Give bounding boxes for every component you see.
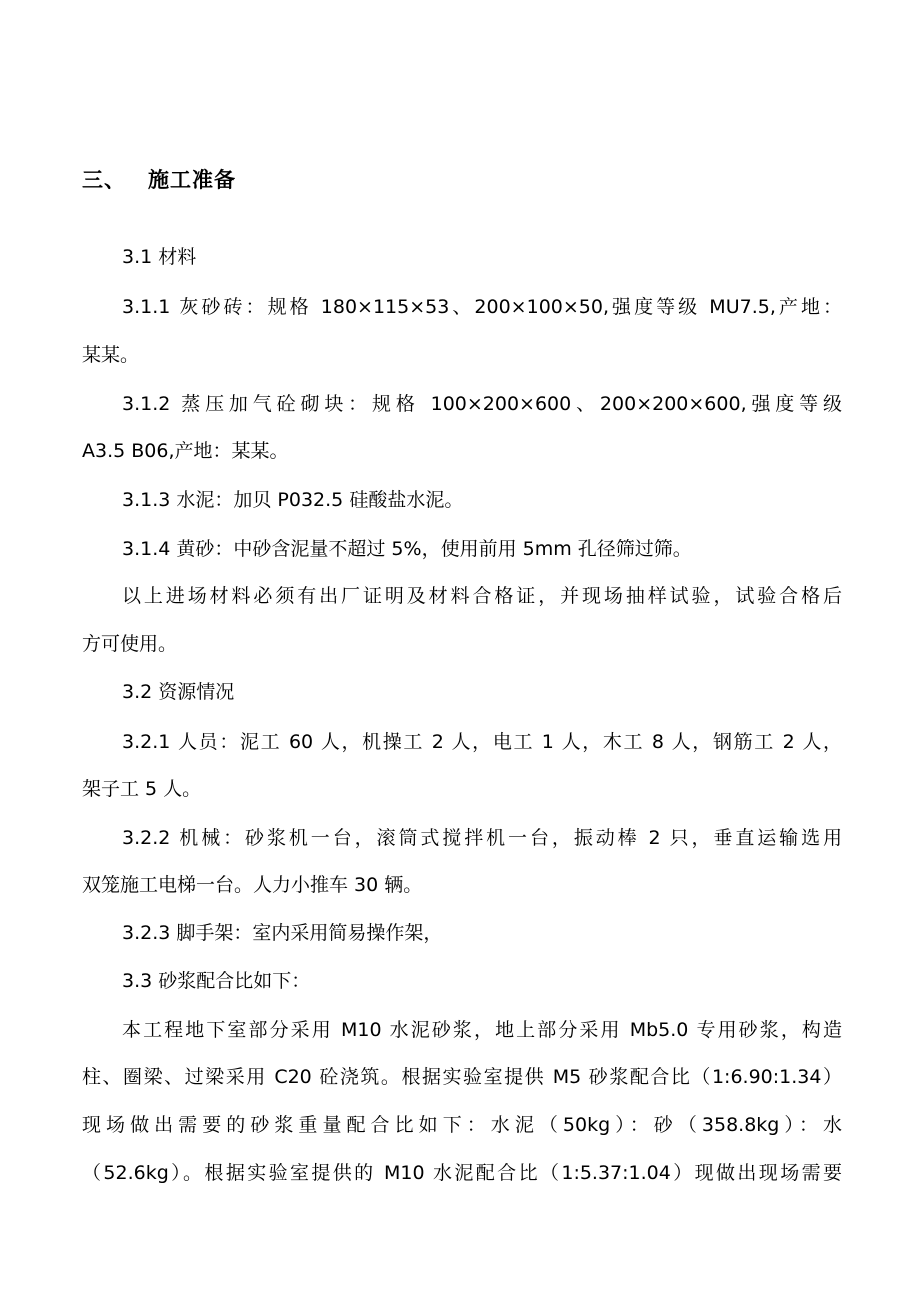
subsection-heading-mortar: 3.3 砂浆配合比如下： [122,970,311,992]
paragraph-line: 3.2.1 人员：泥工 60 人，机操工 2 人，电工 1 人，木工 8 人，钢筋工 2 人， [122,731,842,753]
paragraph-line: 3.2.3 脚手架：室内采用简易操作架， [122,922,443,944]
paragraph-line: 架子工 5 人。 [82,778,202,800]
paragraph-line: 3.2.2 机械：砂浆机一台，滚筒式搅拌机一台，振动棒 2 只，垂直运输选用 [122,827,842,849]
paragraph-line: 3.1.2 蒸压加气砼砌块：规格 100×200×600、200×200×600,强度等级 [122,393,842,415]
paragraph-line: 某某。 [82,344,140,366]
section-number: 三、 [82,168,126,192]
paragraph-line: 柱、圈梁、过梁采用 C20 砼浇筑。根据实验室提供 M5 砂浆配合比（1:6.90:1.34） [82,1066,842,1088]
paragraph-line: 3.1.4 黄砂：中砂含泥量不超过 5%，使用前用 5mm 孔径筛过筛。 [122,538,692,560]
section-title: 施工准备 [148,168,236,192]
paragraph-line: 3.1.1 灰砂砖：规格 180×115×53、200×100×50,强度等级 MU7.5,产地： [122,296,842,318]
subsection-heading-materials: 3.1 材料 [122,246,197,268]
paragraph-line: 双笼施工电梯一台。人力小推车 30 辆。 [82,874,423,896]
paragraph-line: 3.1.3 水泥：加贝 P032.5 硅酸盐水泥。 [122,489,464,511]
subsection-heading-resources: 3.2 资源情况 [122,681,235,703]
paragraph-line: （52.6kg）。根据实验室提供的 M10 水泥配合比（1:5.37:1.04）现做出现场需要 [82,1162,842,1184]
paragraph-line: A3.5 B06,产地：某某。 [82,440,289,462]
paragraph-line: 以上进场材料必须有出厂证明及材料合格证，并现场抽样试验，试验合格后 [122,585,842,607]
paragraph-line: 方可使用。 [82,633,178,655]
section-heading [82,164,236,194]
paragraph-line: 现场做出需要的砂浆重量配合比如下：水泥（50kg）：砂（358.8kg）：水 [82,1114,842,1136]
paragraph-line: 本工程地下室部分采用 M10 水泥砂浆，地上部分采用 Mb5.0 专用砂浆，构造 [122,1019,842,1041]
